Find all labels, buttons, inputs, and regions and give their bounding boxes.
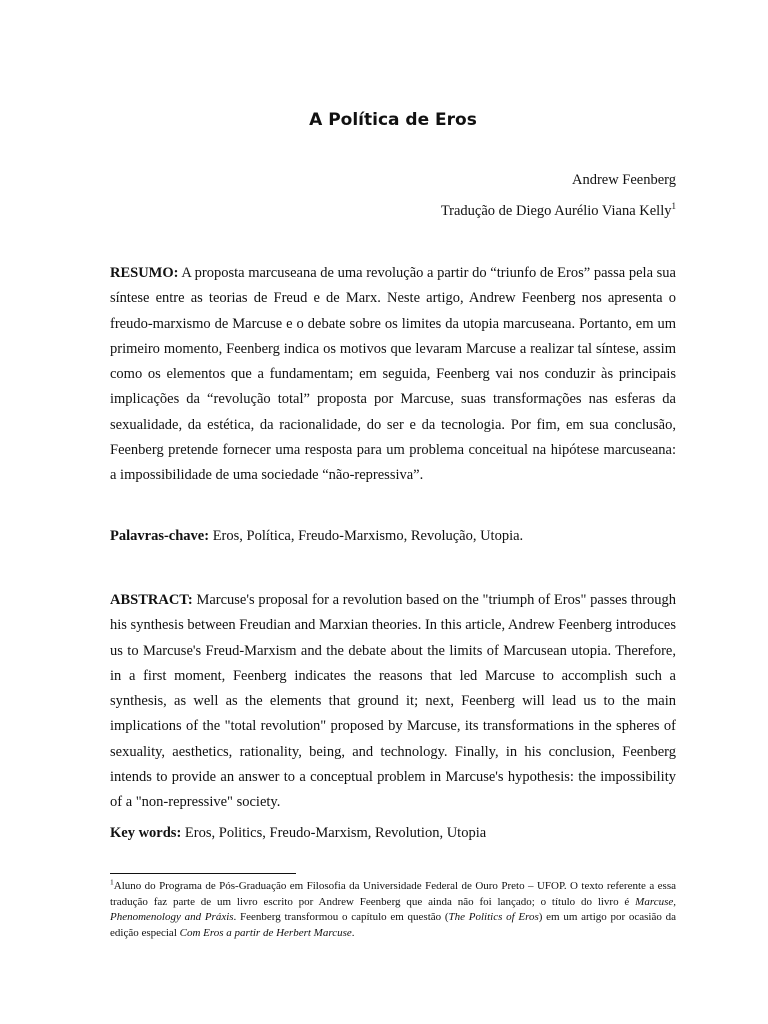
abstract-paragraph bbox=[110, 588, 676, 816]
footnote-edition-title: Com Eros a partir de Herbert Marcuse bbox=[179, 926, 352, 939]
footnote-text-2: . Feenberg transformou o capítulo em questão ( bbox=[233, 911, 449, 924]
keywords-en-paragraph bbox=[110, 821, 676, 846]
abstract-label: ABSTRACT: bbox=[110, 592, 193, 608]
resumo-text: A proposta marcuseana de uma revolução a partir do “triunfo de Eros” passa pela sua síntese entre as teorias de Freud e de Marx. Neste artigo, Andrew Feenberg nos apresenta o freudo-marxismo de Marcuse e o debate sobre os limites da utopia marcuseana. Portanto, em um primeiro momento, Feenberg indica os motivos que levaram Marcuse a realizar tal síntese, assim como os elementos que a fundamentam; em seguida, Feenberg vai nos conduzir às principais implicações da “revolução total” proposta por Marcuse, suas transformações nas esferas da sexualidade, da estética, da racionalidade, do ser e da tecnologia. Por fim, em sua conclusão, Feenberg pretende fornecer uma resposta para um problema conceitual na hipótese marcuseana: a impossibilidade de uma sociedade “não-repressiva”. bbox=[110, 265, 676, 484]
footnote-reference[interactable]: 1 bbox=[671, 201, 676, 212]
footnote bbox=[110, 879, 676, 941]
resumo-paragraph bbox=[110, 261, 676, 489]
footnote-divider bbox=[110, 873, 296, 874]
keywords-pt-text: Eros, Política, Freudo-Marxismo, Revolução, Utopia. bbox=[209, 528, 524, 544]
footnote-text-4: . bbox=[351, 926, 355, 939]
footnote-mark: 1 bbox=[110, 877, 114, 887]
footnote-book-title: Marcuse, Phenomenology and Práxis bbox=[110, 895, 676, 924]
footnote-text-3: ) em um artigo por ocasião da edição especial bbox=[110, 911, 676, 939]
page-title: A Política de Eros bbox=[309, 110, 477, 130]
abstract-text: Marcuse's proposal for a revolution based on the "triumph of Eros" passes through his synthesis between Freudian and Marxian theories. In this article, Andrew Feenberg introduces us to Marcuse's Freud-Marxism and the debate about the limits of Marcusean utopia. Therefore, in a first moment, Feenberg indicates the reasons that led Marcuse to accomplish such a synthesis, as well as the elements that ground it; next, Feenberg will lead us to the main implications of the "total revolution" proposed by Marcuse, its transformations in the spheres of sexuality, aesthetics, rationality, being, and technology. Finally, in his conclusion, Feenberg intends to provide an answer to a conceptual problem in Marcuse's hypothesis: the impossibility of a "non-repressive" society. bbox=[110, 592, 676, 811]
translator-text: Tradução de Diego Aurélio Viana Kelly bbox=[440, 203, 672, 219]
keywords-pt-label: Palavras-chave: bbox=[110, 528, 210, 544]
keywords-en-text: Eros, Politics, Freudo-Marxism, Revolution, Utopia bbox=[181, 825, 487, 841]
footnote-text-1: Aluno do Programa de Pós-Graduação em Filosofia da Universidade Federal de Ouro Preto – UFOP. O texto referente a essa tradução faz parte de um livro escrito por Andrew Feenberg que ainda não foi lançado; o título do livro é bbox=[110, 880, 676, 908]
keywords-en-label: Key words: bbox=[110, 825, 182, 841]
footnote-chapter-title: The Politics of Eros bbox=[448, 911, 539, 924]
keywords-pt-paragraph bbox=[110, 524, 676, 549]
author-name: Andrew Feenberg bbox=[571, 172, 676, 188]
resumo-label: RESUMO: bbox=[110, 265, 179, 281]
translator-credit bbox=[441, 203, 676, 220]
